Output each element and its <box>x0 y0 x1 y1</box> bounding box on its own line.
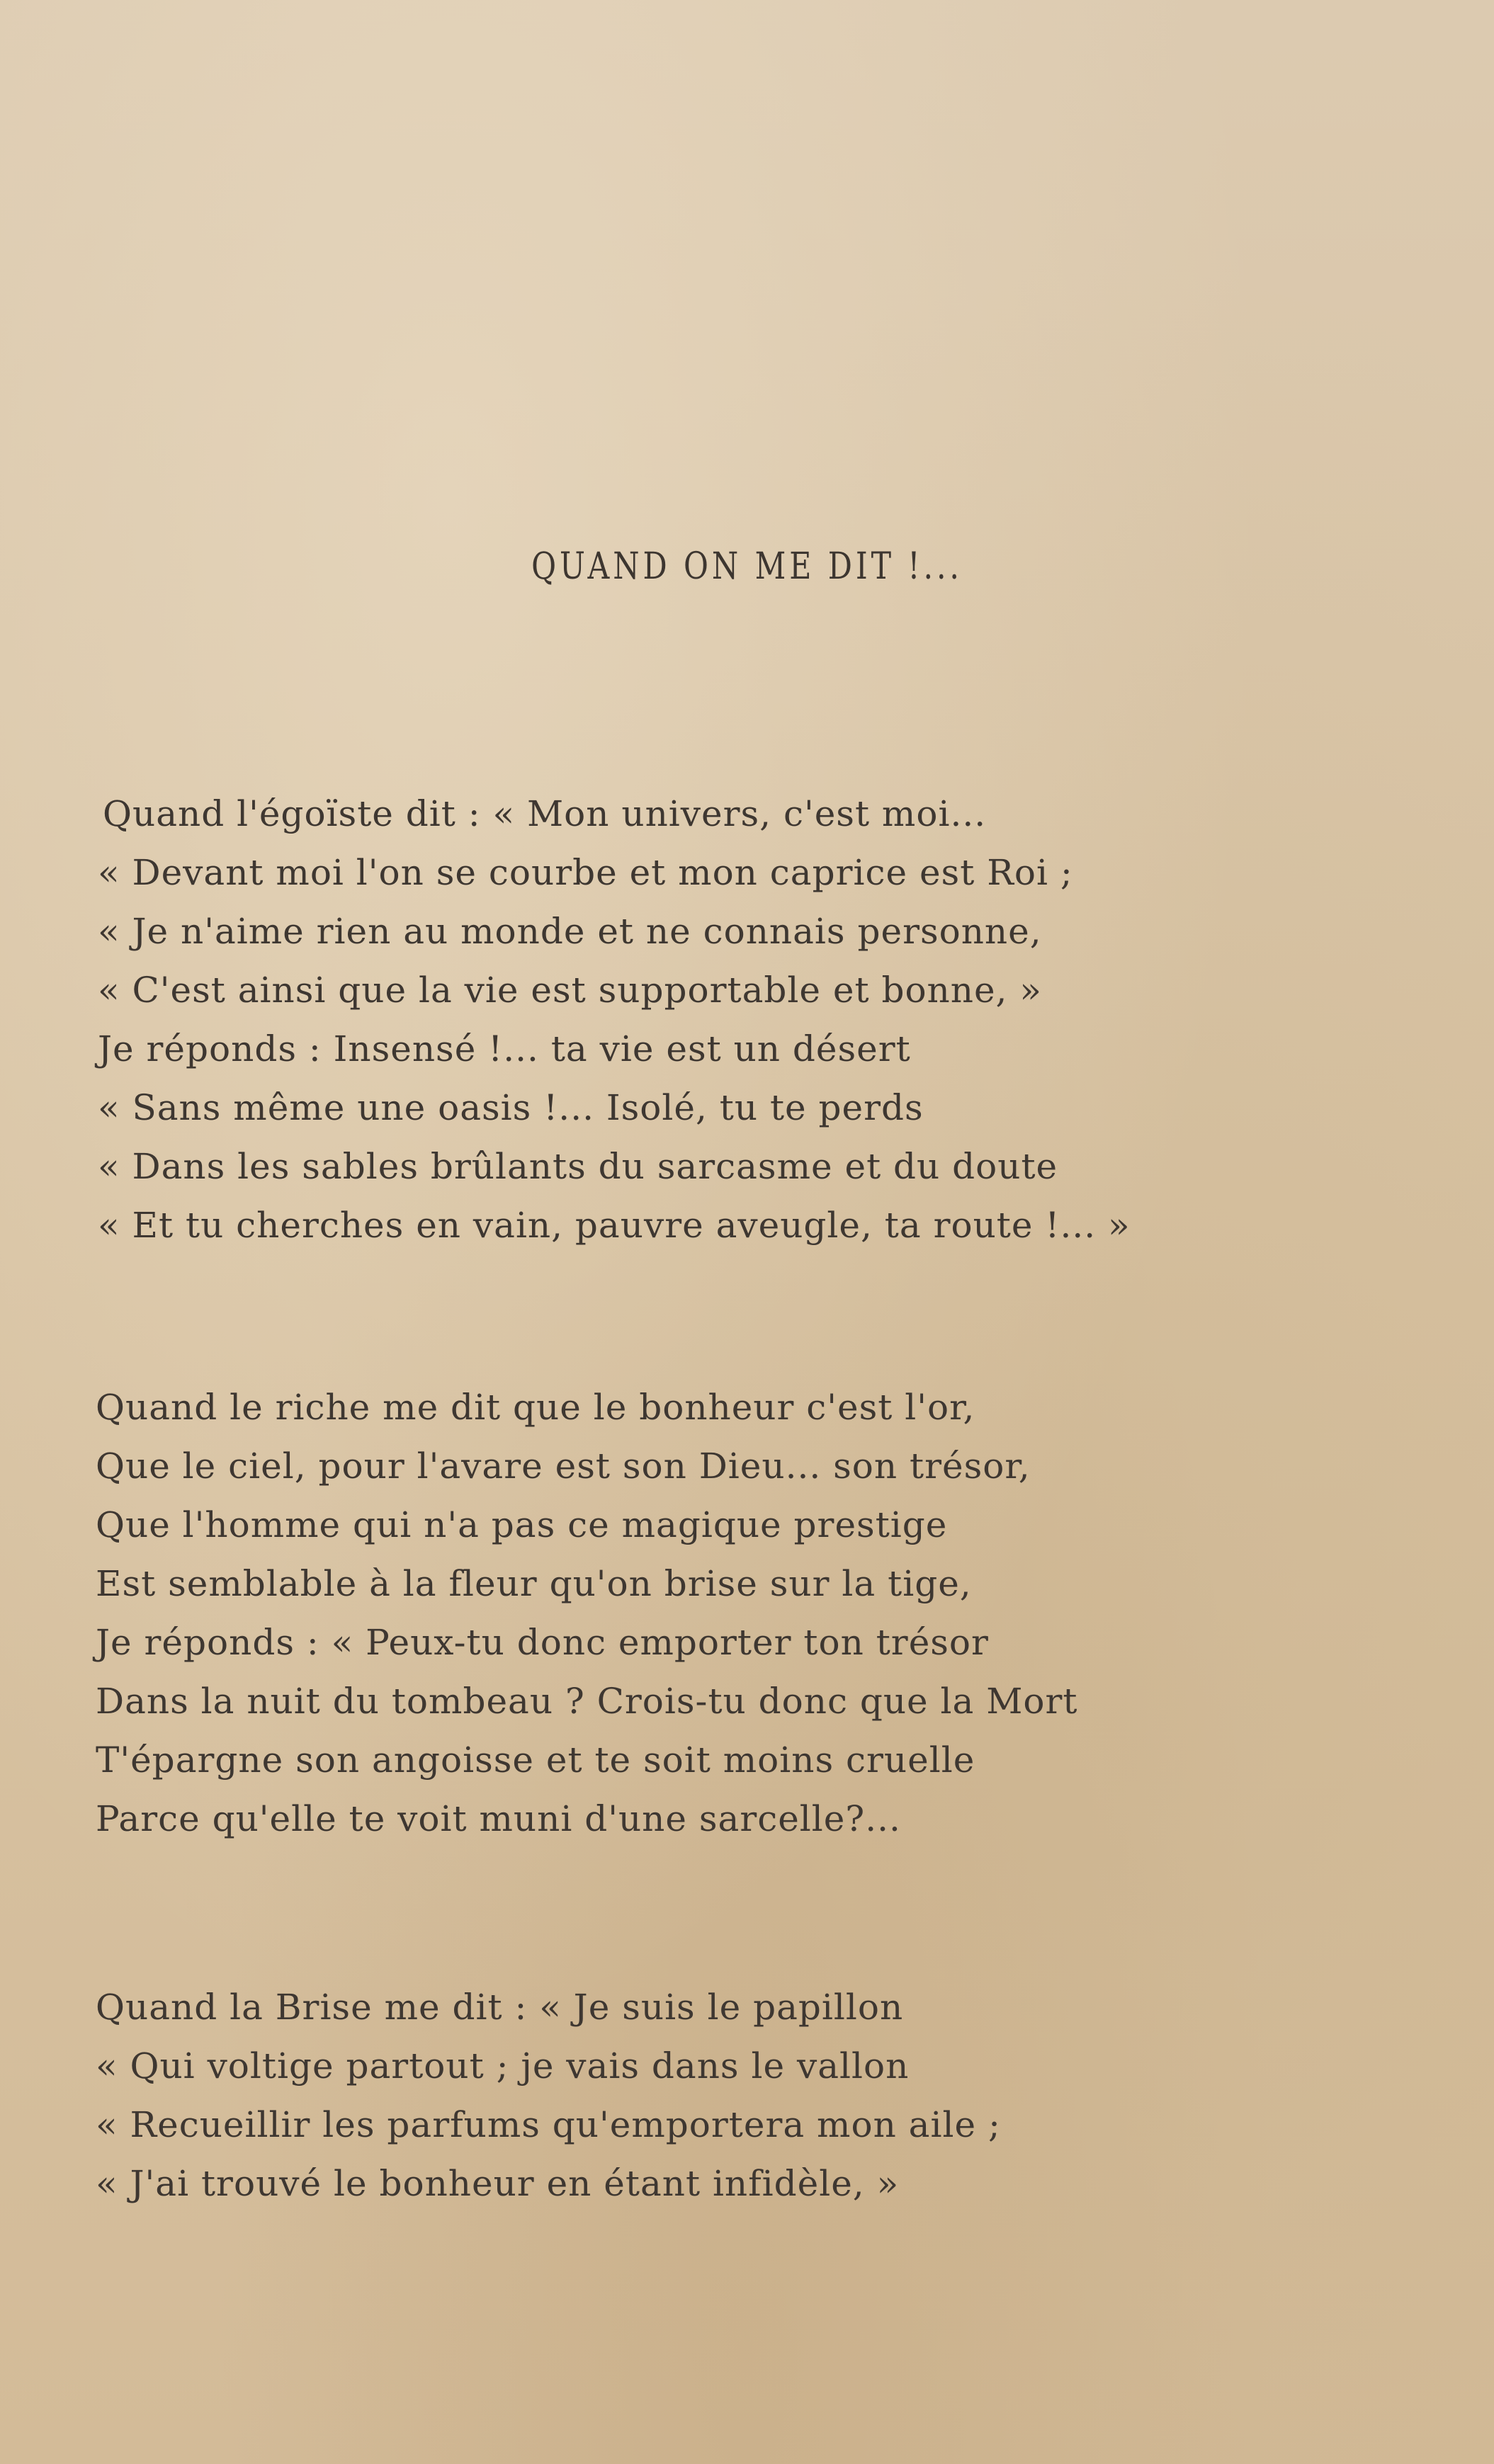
poem-line: « Qui voltige partout ; je vais dans le vallon <box>96 2045 910 2087</box>
poem-line: Je réponds : « Peux-tu donc emporter ton trésor <box>96 1622 989 1663</box>
poem-line: Que l'homme qui n'a pas ce magique prestige <box>96 1504 948 1545</box>
poem-line: Parce qu'elle te voit muni d'une sarcelle?... <box>96 1798 901 1839</box>
poem-line: Que le ciel, pour l'avare est son Dieu... son trésor, <box>96 1446 1031 1487</box>
poem-line: « Je n'aime rien au monde et ne connais personne, <box>98 911 1042 952</box>
poem-line: « Dans les sables brûlants du sarcasme et du doute <box>98 1146 1058 1187</box>
poem-line: Quand la Brise me dit : « Je suis le papillon <box>96 1987 904 2028</box>
poem-title: QUAND ON ME DIT !... <box>531 545 963 588</box>
poem-line: Je réponds : Insensé !... ta vie est un désert <box>98 1028 911 1069</box>
poem-line: « Devant moi l'on se courbe et mon caprice est Roi ; <box>98 852 1073 893</box>
poem-line: Quand l'égoïste dit : « Mon univers, c'est moi... <box>103 793 987 834</box>
poem-line: « Et tu cherches en vain, pauvre aveugle, ta route !... » <box>98 1205 1131 1246</box>
poem-line: Quand le riche me dit que le bonheur c'est l'or, <box>96 1387 975 1428</box>
poem-line: « Recueillir les parfums qu'emportera mon aile ; <box>96 2104 1001 2145</box>
poem-line: « J'ai trouvé le bonheur en étant infidèle, » <box>96 2163 900 2204</box>
poem-line: Est semblable à la fleur qu'on brise sur la tige, <box>96 1563 972 1604</box>
poem-line: Dans la nuit du tombeau ? Crois-tu donc que la Mort <box>96 1681 1078 1722</box>
poem-line: « C'est ainsi que la vie est supportable et bonne, » <box>98 970 1042 1011</box>
poem-line: « Sans même une oasis !... Isolé, tu te perds <box>98 1087 924 1128</box>
poem-line: T'épargne son angoisse et te soit moins cruelle <box>96 1739 975 1781</box>
